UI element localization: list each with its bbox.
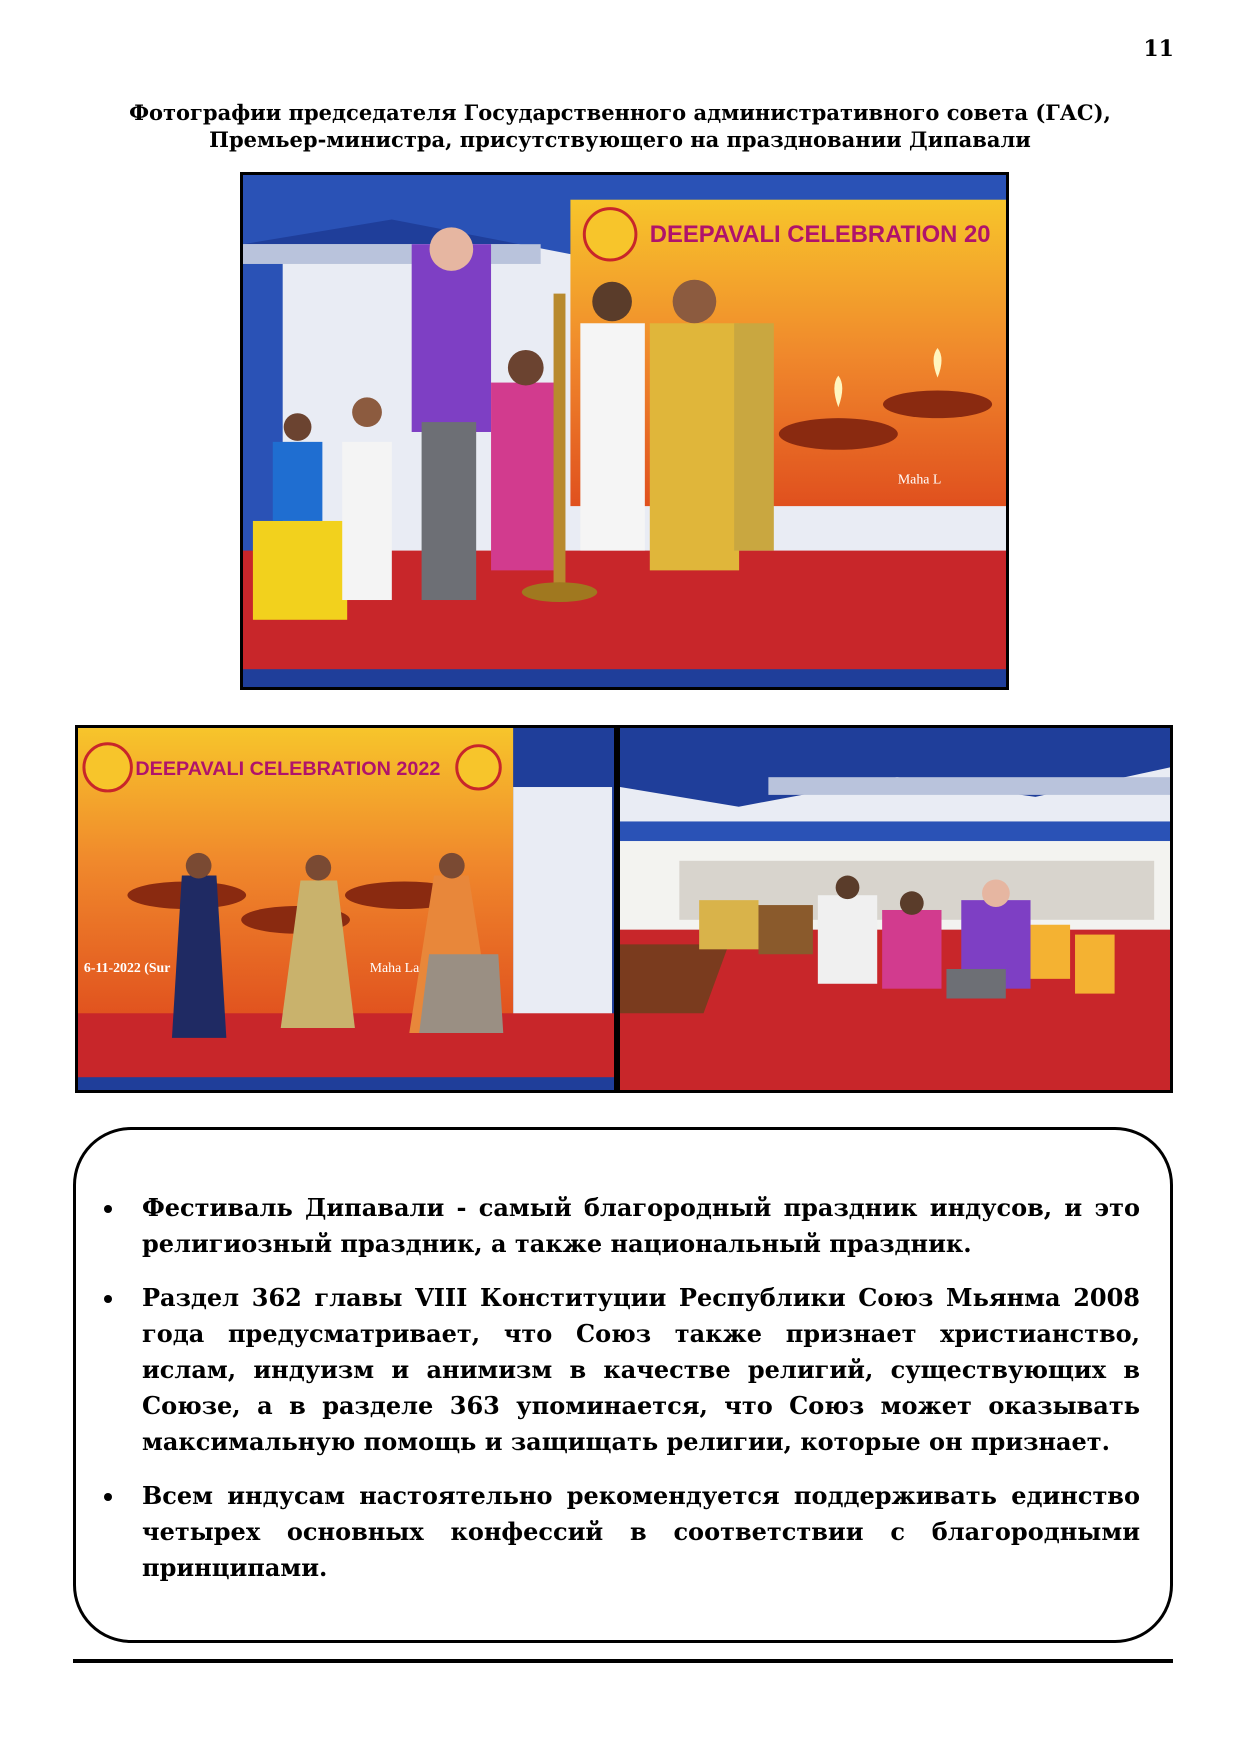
dancers-illustration [78,728,614,1090]
bullet-text: Раздел 362 главы VIII Конституции Республики Союз Мьянма 2008 года предусматривает, что Союз также признает христианство, ислам, индуизм и анимизм в качестве религий, существующих в Союзе, а в разделе 363 упоминается, что Союз может оказывать максимальную помощь и защищать религии, которые он признает. [142,1283,1140,1456]
photo-lamp-lighting [240,172,1009,690]
bullet-item [76,1190,1170,1262]
page-heading: Фотографии председателя Государственного административного совета (ГАС), Премьер-министра, присутствующего на праздновании Дипавали [129,100,1111,152]
banner-place: Maha La [369,959,420,975]
bullet-marker [104,1295,112,1303]
bullet-marker [104,1205,112,1213]
bottom-rule [73,1659,1173,1663]
banner-title: DEEPAVALI CELEBRATION 2022 [135,758,441,781]
banner-title: DEEPAVALI CELEBRATION 20 [649,221,991,249]
bullet-marker [104,1493,112,1501]
photo-audience [617,725,1173,1093]
bullet-text: Фестиваль Дипавали - самый благородный праздник индусов, и это религиозный праздник, а также национальный праздник. [142,1193,1140,1258]
bullet-item [76,1280,1170,1460]
bullet-list [76,1190,1170,1604]
banner-place: Maha L [897,471,942,487]
page-number: 11 [1143,36,1174,62]
banner-date: 6-11-2022 (Sur [83,959,171,975]
bullet-item [76,1478,1170,1586]
bullet-text-box [73,1127,1173,1643]
bullet-text: Всем индусам настоятельно рекомендуется поддерживать единство четырех основных конфессий в соответствии с благородными принципами. [142,1481,1140,1582]
photo-dancers [75,725,617,1093]
audience-illustration [620,728,1170,1090]
lamp-lighting-illustration [243,175,1006,687]
